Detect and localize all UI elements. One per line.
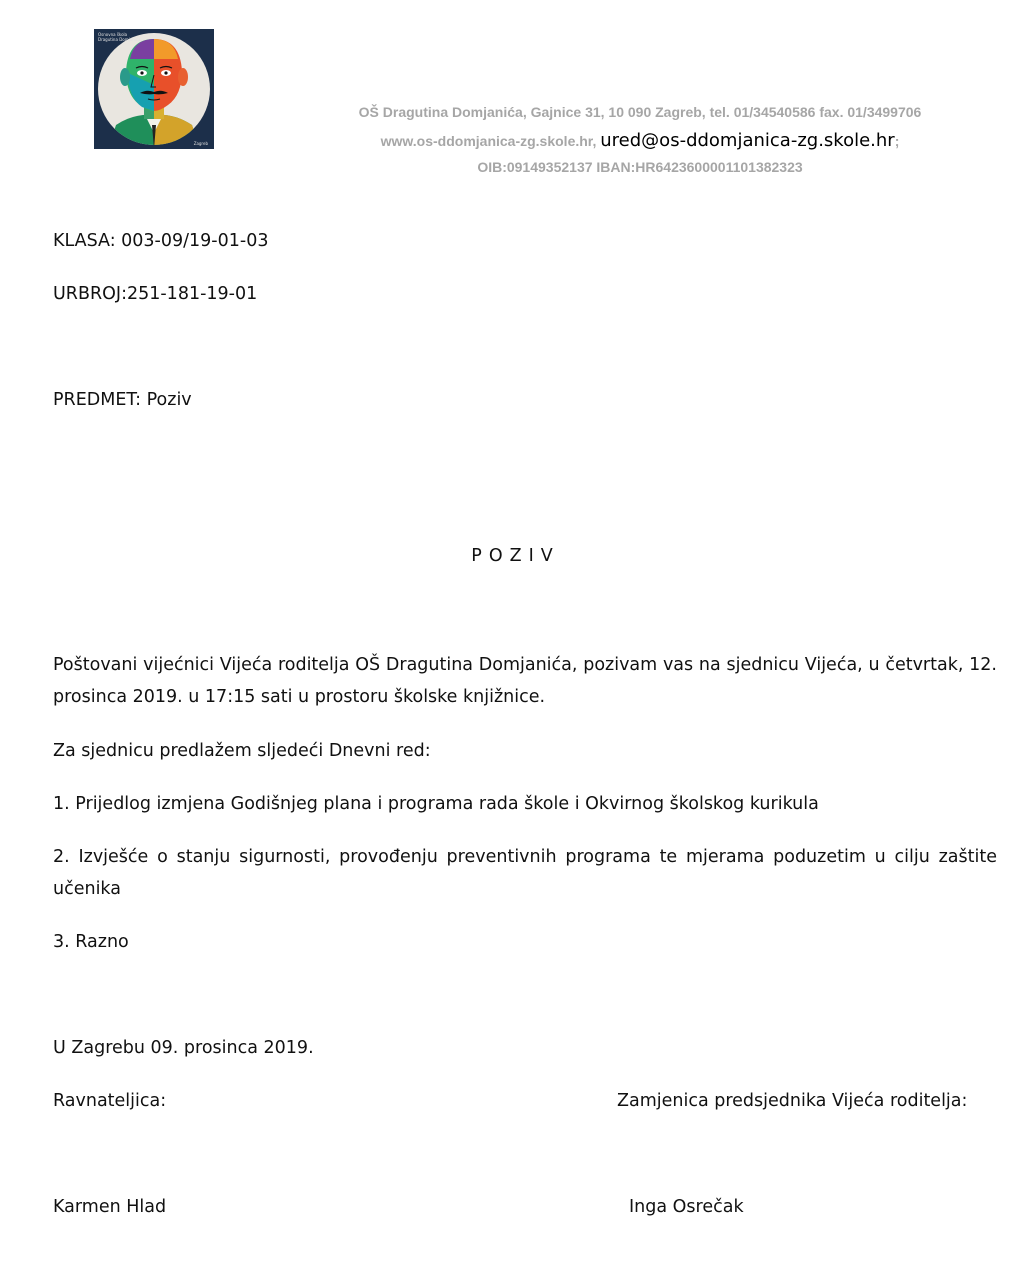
signature-right-role: Zamjenica predsjednika Vijeća roditelja:	[617, 1091, 968, 1111]
klasa: KLASA: 003-09/19-01-03	[53, 231, 269, 251]
document-title: POZIV	[471, 546, 560, 566]
logo-caption: Osnovna škola Dragutina Domjanića	[98, 32, 141, 42]
logo-corner-text: Zagreb	[193, 141, 208, 146]
header-address: OŠ Dragutina Domjanića, Gajnice 31, 10 090 Zagreb, tel. 01/34540586 fax. 01/3499706	[358, 104, 922, 120]
agenda-item-2: 2. Izvješće o stanju sigurnosti, provođenju preventivnih programa te mjerama poduzetim u cilju zaštite učenika	[53, 847, 997, 899]
agenda-item-1: 1. Prijedlog izmjena Godišnjeg plana i programa rada škole i Okvirnog školskog kurikula	[53, 794, 819, 814]
intro-paragraph: Poštovani vijećnici Vijeća roditelja OŠ Dragutina Domjanića, pozivam vas na sjednicu Vijeća, u četvrtak, 12. prosinca 2019. u 17:15 sati u prostoru školske knjižnice.	[53, 655, 997, 707]
header-email-suffix: ;	[894, 133, 900, 149]
header-email: ured@os-ddomjanica-zg.skole.hr	[600, 130, 895, 151]
agenda-intro: Za sjednicu predlažem sljedeći Dnevni red:	[53, 741, 431, 761]
header-oib-iban: OIB:09149352137 IBAN:HR6423600001101382323	[477, 159, 803, 175]
school-logo	[94, 29, 214, 149]
agenda-item-3: 3. Razno	[53, 932, 129, 952]
place-date: U Zagrebu 09. prosinca 2019.	[53, 1038, 314, 1058]
header-website: www.os-ddomjanica-zg.skole.hr,	[380, 133, 597, 149]
header-contact	[300, 130, 980, 151]
signature-left-role: Ravnateljica:	[53, 1091, 167, 1111]
school-logo-portrait-icon	[94, 29, 214, 149]
signature-left-name: Karmen Hlad	[53, 1197, 167, 1217]
predmet: PREDMET: Poziv	[53, 390, 192, 410]
signature-right-name: Inga Osrečak	[629, 1197, 744, 1217]
urbroj: URBROJ:251-181-19-01	[53, 284, 258, 304]
